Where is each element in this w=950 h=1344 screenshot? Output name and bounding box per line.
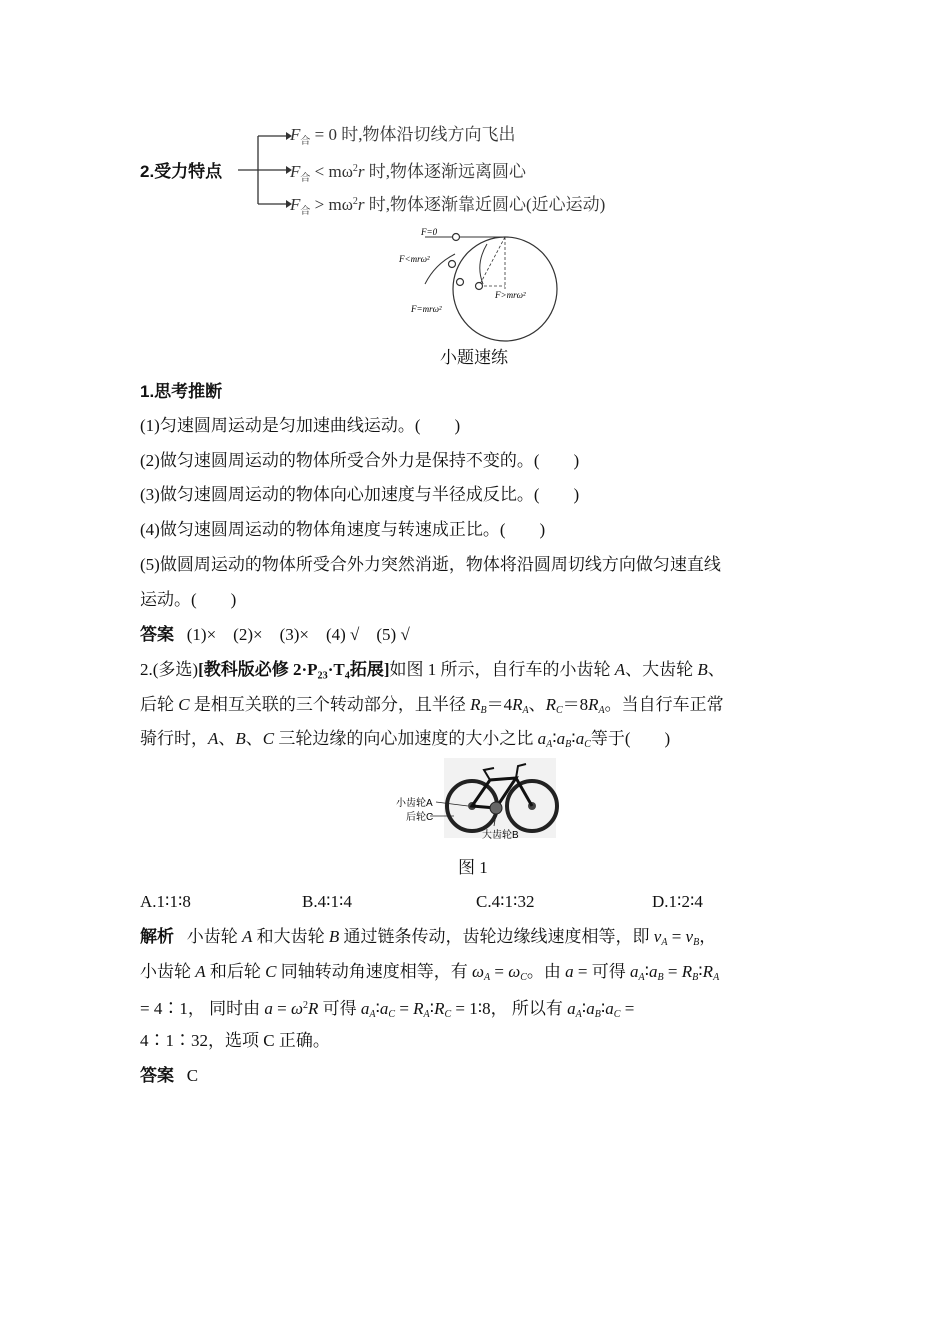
- label-f-equal: F=mrω²: [411, 304, 442, 314]
- option-d: D.1∶2∶4: [652, 892, 703, 911]
- q2-line-3: 骑行时，A、B、C 三轮边缘的向心加速度的大小之比 $a_A∶a_B∶a_C$等于( ): [140, 729, 671, 750]
- force-section-label: 2.受力特点: [140, 162, 223, 181]
- q1-title: 1.思考推断: [140, 382, 223, 401]
- q2-answer: 答案 C: [140, 1066, 199, 1085]
- q1-item-6: 运动。( ): [140, 590, 237, 609]
- figure-caption: 图 1: [458, 858, 488, 877]
- brace-arrows: [236, 128, 296, 214]
- q1-item-4: (4)做匀速圆周运动的物体角速度与转速成正比。( ): [140, 520, 546, 539]
- option-b: B.4∶1∶4: [302, 892, 352, 911]
- bike-label-a: 小齿轮A: [396, 798, 433, 809]
- label-f-less: F<mrω²: [399, 254, 430, 264]
- analysis-line-2: 小齿轮 A 和后轮 C 同轴转动角速度相等，有 $\omega_A = \omega_C$。由 a = 可得 $a_A∶a_B$ = $R_B∶R_A$: [140, 962, 720, 983]
- label-f-greater: F>mrω²: [495, 290, 526, 300]
- bike-label-b: 大齿轮B: [482, 830, 519, 841]
- option-c: C.4∶1∶32: [476, 892, 535, 911]
- practice-title: 小题速练: [440, 348, 508, 367]
- q2-line-1: 2.(多选)[教科版必修 2·P₂₃·T₄拓展]如图 1 所示，自行车的小齿轮 A、大齿轮 B、: [140, 660, 725, 679]
- q1-item-1: (1)匀速圆周运动是匀加速曲线运动。( ): [140, 416, 461, 435]
- circular-motion-diagram: [395, 224, 560, 344]
- q1-item-3: (3)做匀速圆周运动的物体向心加速度与半径成反比。( ): [140, 485, 580, 504]
- q1-item-2: (2)做匀速圆周运动的物体所受合外力是保持不变的。( ): [140, 451, 580, 470]
- force-row-3: $F_合 > m\omega^2r$ 时,物体逐渐靠近圆心(近心运动): [290, 195, 606, 217]
- force-row-1: $F_合 = 0$ 时,物体沿切线方向飞出: [290, 125, 516, 147]
- q1-item-5: (5)做圆周运动的物体所受合外力突然消逝，物体将沿圆周切线方向做匀速直线: [140, 555, 721, 574]
- analysis-line-4: 4∶1∶32，选项 C 正确。: [140, 1031, 330, 1050]
- bike-label-c: 后轮C: [406, 812, 434, 823]
- bicycle-figure: [394, 758, 559, 844]
- q1-answer: 答案 (1)× (2)× (3)× (4) √ (5) √: [140, 625, 410, 644]
- q2-line-2: 后轮 C 是相互关联的三个转动部分，且半径 $R_B=4R_A$、$R_C=8R_A$。当自行车正常: [140, 695, 724, 716]
- force-row-2: $F_合 < m\omega^2r$ 时,物体逐渐远离圆心: [290, 162, 527, 184]
- analysis-line-1: 解析 小齿轮 A 和大齿轮 B 通过链条传动，齿轮边缘线速度相等，即 $v_A = v_B$，: [140, 927, 717, 948]
- label-f0: F=0: [421, 227, 438, 237]
- analysis-line-3: = 4∶1， 同时由 $a = \omega^2R$ 可得 $a_A∶a_C$ = $R_A∶R_C$ = 1∶8， 所以有 $a_A∶a_B∶a_C$ =: [140, 999, 635, 1020]
- option-a: A.1∶1∶8: [140, 892, 191, 911]
